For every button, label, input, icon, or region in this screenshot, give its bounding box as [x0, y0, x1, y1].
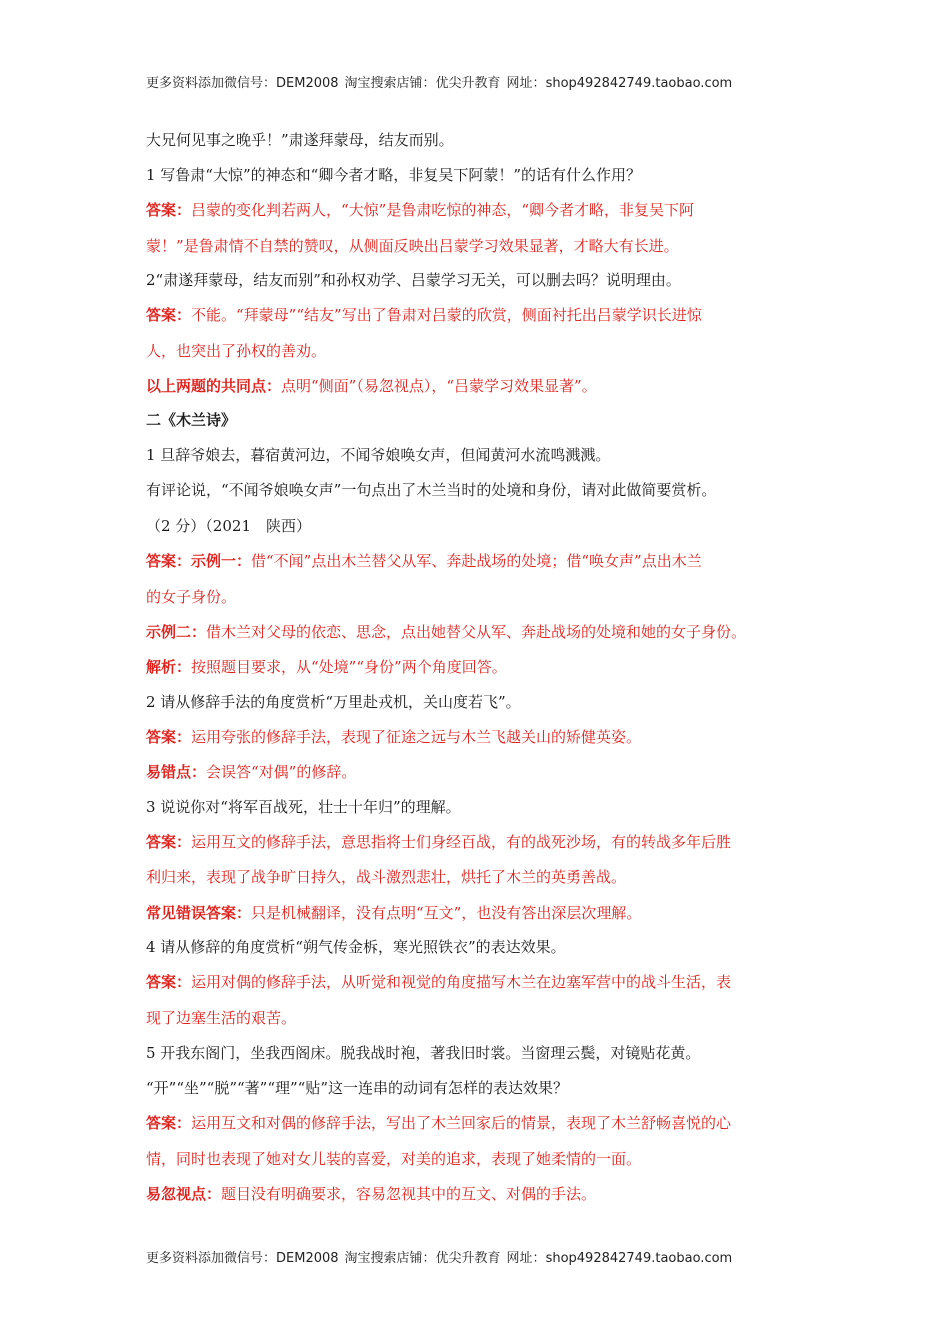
- common-point-label: 以上两题的共同点：: [146, 377, 282, 395]
- mulan-q1-line-2: 有评论说，“不闻爷娘唤女声”一句点出了木兰当时的处境和身份，请对此做简要赏析。: [146, 481, 717, 499]
- header-url-link[interactable]: shop492842749.taobao.com: [545, 76, 733, 91]
- mulan-q5-line-2: “开”“坐”“脱”“著”“理”“贴”这一连串的动词有怎样的表达效果？: [146, 1079, 569, 1097]
- answer-label: 答案：: [146, 728, 192, 746]
- header-wechat: 更多资料添加微信号：DEM2008: [146, 76, 339, 91]
- question-1: 1 写鲁肃“大惊”的神态和“卿今者才略，非复吴下阿蒙！”的话有什么作用？: [146, 166, 641, 184]
- mulan-a1-analysis: 解析：按照题目要求，从“处境”“身份”两个角度回答。: [146, 658, 507, 676]
- answer-label: 答案：: [146, 833, 192, 851]
- answer-label: 答案：: [146, 1114, 192, 1132]
- section-title-mulan: 二《木兰诗》: [146, 411, 237, 429]
- question-2: 2“肃遂拜蒙母，结友而别”和孙权劝学、吕蒙学习无关，可以删去吗？说明理由。: [146, 271, 681, 289]
- passage-end-line: 大兄何见事之晚乎！”肃遂拜蒙母，结友而别。: [146, 131, 454, 149]
- header-url-label: 网址：: [506, 76, 546, 91]
- mulan-a3-line-1: 答案：运用互文的修辞手法，意思指将士们身经百战，有的战死沙场，有的转战多年后胜: [146, 833, 732, 851]
- mulan-q3: 3 说说你对“将军百战死，壮士十年归”的理解。: [146, 798, 461, 816]
- mulan-q5-line-1: 5 开我东阁门，坐我西阁床。脱我战时袍，著我旧时裳。当窗理云鬓，对镜贴花黄。: [146, 1044, 701, 1062]
- answer-2-line-2: 人，也突出了孙权的善劝。: [146, 342, 327, 360]
- example-label: 示例二：: [146, 623, 207, 641]
- common-point: 以上两题的共同点：点明“侧面”（易忽视点），“吕蒙学习效果显著”。: [146, 377, 597, 395]
- answer-2-line-1: 答案：不能。“拜蒙母”“结友”写出了鲁肃对吕蒙的欣赏，侧面衬托出吕蒙学识长进惊: [146, 306, 702, 324]
- answer-1-line-1: 答案：吕蒙的变化判若两人，“大惊”是鲁肃吃惊的神态，“卿今者才略，非复吴下阿: [146, 201, 695, 219]
- answer-label: 答案：示例一：: [146, 552, 252, 570]
- answer-1-line-2: 蒙！”是鲁肃情不自禁的赞叹，从侧面反映出吕蒙学习效果显著，才略大有长进。: [146, 237, 679, 255]
- mulan-a1-line-2: 的女子身份。: [146, 588, 237, 606]
- mulan-q1-line-3: （2 分）（2021 陕西）: [146, 517, 311, 535]
- mulan-q4: 4 请从修辞的角度赏析“朔气传金柝，寒光照铁衣”的表达效果。: [146, 938, 566, 956]
- mulan-q2: 2 请从修辞手法的角度赏析“万里赴戎机，关山度若飞”。: [146, 693, 521, 711]
- mulan-a3-line-2: 利归来，表现了战争旷日持久，战斗激烈悲壮，烘托了木兰的英勇善战。: [146, 868, 627, 886]
- mulan-a4-line-2: 现了边塞生活的艰苦。: [146, 1009, 297, 1027]
- mulan-a5-line-2: 情，同时也表现了她对女儿装的喜爱，对美的追求，表现了她柔情的一面。: [146, 1150, 642, 1168]
- mulan-a5-line-1: 答案：运用互文和对偶的修辞手法，写出了木兰回家后的情景，表现了木兰舒畅喜悦的心: [146, 1114, 732, 1132]
- error-label: 易错点：: [146, 763, 207, 781]
- mulan-a1-example-2: 示例二：借木兰对父母的依恋、思念，点出她替父从军、奔赴战场的处境和她的女子身份。: [146, 623, 747, 641]
- mulan-q5-ignore-point: 易忽视点：题目没有明确要求，容易忽视其中的互文、对偶的手法。: [146, 1185, 597, 1203]
- footer-wechat: 更多资料添加微信号：DEM2008: [146, 1251, 339, 1266]
- mulan-q2-error-point: 易错点：会误答“对偶”的修辞。: [146, 763, 357, 781]
- analysis-label: 解析：: [146, 658, 192, 676]
- page-header: [146, 72, 846, 91]
- mulan-a1-line-1: 答案：示例一：借“不闻”点出木兰替父从军、奔赴战场的处境；借“唤女声”点出木兰: [146, 552, 702, 570]
- answer-label: 答案：: [146, 973, 192, 991]
- answer-label: 答案：: [146, 306, 192, 324]
- ignore-label: 易忽视点：: [146, 1185, 222, 1203]
- footer-url-label: 网址：: [506, 1251, 546, 1266]
- mulan-q1-line-1: 1 旦辞爷娘去，暮宿黄河边，不闻爷娘唤女声，但闻黄河水流鸣溅溅。: [146, 446, 611, 464]
- mulan-a2: 答案：运用夸张的修辞手法，表现了征途之远与木兰飞越关山的矫健英姿。: [146, 728, 642, 746]
- error-label: 常见错误答案：: [146, 904, 252, 922]
- footer-url-link[interactable]: shop492842749.taobao.com: [545, 1251, 733, 1266]
- page-footer: [146, 1247, 846, 1266]
- footer-shop: 淘宝搜索店铺：优尖升教育: [344, 1251, 501, 1266]
- answer-label: 答案：: [146, 201, 192, 219]
- mulan-q3-common-error: 常见错误答案：只是机械翻译，没有点明“互文”，也没有答出深层次理解。: [146, 904, 642, 922]
- header-shop: 淘宝搜索店铺：优尖升教育: [344, 76, 501, 91]
- mulan-a4-line-1: 答案：运用对偶的修辞手法，从听觉和视觉的角度描写木兰在边塞军营中的战斗生活，表: [146, 973, 732, 991]
